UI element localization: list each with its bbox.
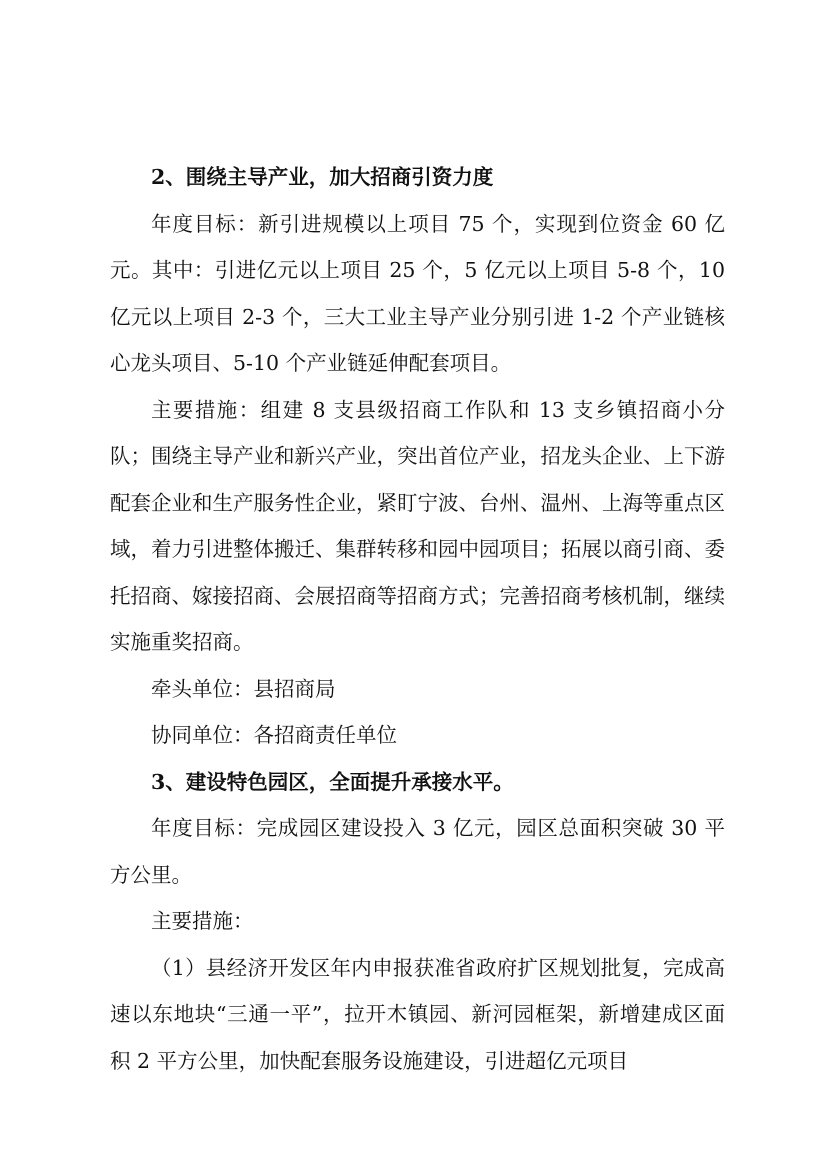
section-3-heading: 3、建设特色园区，全面提升承接水平。	[151, 769, 514, 794]
section-2-main-measures: 主要措施：组建 8 支县级招商工作队和 13 支乡镇招商小分队；围绕主导产业和新兴产业，突出首位产业，招龙头企业、上下游配套企业和生产服务性企业，紧盯宁波、台州、温州、上海等重点区域，着力引进整体搬迁、集群转移和园中园项目；拓展以商引商、委托招商、嫁接招商、会展招商等招商方式；完善招商考核机制，继续实施重奖招商。	[110, 397, 725, 654]
section-2-annual-target: 年度目标：新引进规模以上项目 75 个，实现到位资金 60 亿元。其中：引进亿元以上项目 25 个，5 亿元以上项目 5-8 个，10 亿元以上项目 2-3 个，三大工业主导产业分别引进 1-2 个产业链核心龙头项目、5-10 个产业链延伸配套项目。	[110, 211, 725, 375]
section-3-main-measures-label: 主要措施：	[151, 909, 254, 933]
section-3-measure-1: （1）县经济开发区年内申报获准省政府扩区规划批复，完成高速以东地块“三通一平”，拉开木镇园、新河园框架，新增建成区面积 2 平方公里，加快配套服务设施建设，引进超亿元项目	[110, 955, 725, 1073]
section-3-annual-target: 年度目标：完成园区建设投入 3 亿元，园区总面积突破 30 平方公里。	[110, 816, 725, 887]
section-2-cooperating-unit: 协同单位：各招商责任单位	[151, 723, 397, 747]
section-2-heading: 2、围绕主导产业，加大招商引资力度	[151, 165, 494, 189]
document-body	[110, 154, 725, 1084]
section-2-lead-unit: 牵头单位：县招商局	[151, 676, 336, 701]
